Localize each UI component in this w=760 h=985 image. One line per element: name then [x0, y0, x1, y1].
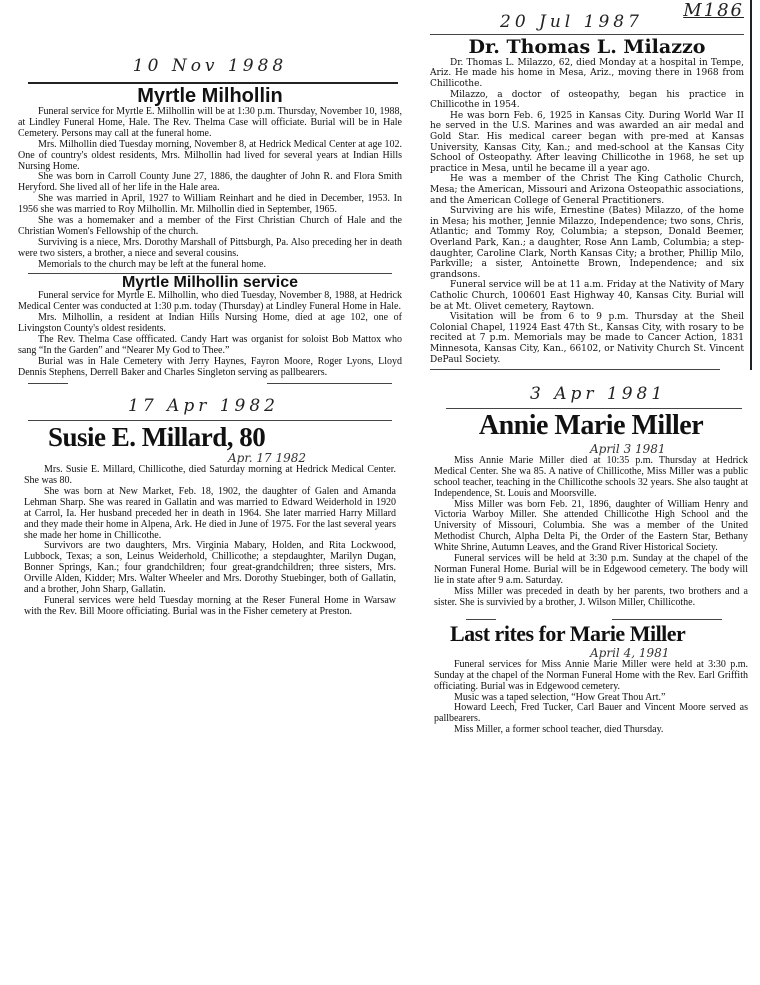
- divider: [446, 408, 742, 409]
- paragraph: Burial was in Hale Cemetery with Jerry Haynes, Fayron Moore, Roger Lyons, Lloyd Dennis Stephens, Derrell Baker and Charles Singleton serving as pallbearers.: [18, 355, 402, 378]
- paragraph: Surviving is a niece, Mrs. Dorothy Marshall of Pittsburgh, Pa. Also preceding her in death were two sisters, a brother, a niece and several cousins.: [18, 236, 402, 259]
- paragraph: Funeral service for Myrtle E. Milhollin will be at 1:30 p.m. Thursday, November 10, 1988, at Lindley Funeral Home, Hale. The Rev. Thelma Case will officiate. Burial will be in Hale Cemetery. Persons may call at the funeral home.: [18, 106, 402, 139]
- handwritten-date: Apr. 17 1982: [228, 451, 307, 466]
- obituary-body: [430, 660, 752, 736]
- divider: [28, 383, 68, 384]
- paragraph: Funeral services for Miss Annie Marie Miller were held at 3:30 p.m. Sunday at the chapel of the Norman Funeral Home with the Rev. Earl Griffith officiating. Burial was in Edgewood cemetery.: [434, 658, 748, 692]
- paragraph: Miss Miller, a former school teacher, died Thursday.: [454, 724, 664, 736]
- handwritten-date: 20 Jul 1987: [500, 12, 643, 32]
- divider: [466, 619, 496, 620]
- paragraph: Funeral services were held Tuesday morning at the Reser Funeral Home in Warsaw with the Rev. Bill Moore officiating. Burial was in the Fisher cemetery at Preston.: [24, 595, 396, 617]
- divider-row: [18, 381, 402, 384]
- clipping-header: [430, 0, 744, 34]
- paragraph: Funeral services will be held at 3:30 p.m. Sunday at the chapel of the Norman Funeral Home. Burial will be in Edgewood cemetery. The body will lie in state after 9 a.m. Saturday.: [434, 553, 748, 586]
- paragraph: Miss Miller was preceded in death by her parents, two brothers and a sister. She is survivied by a brother, J. Wilson Miller, Chillicothe.: [434, 585, 748, 608]
- paragraph: Mrs. Milhollin died Tuesday morning, November 8, at Hedrick Medical Center at age 102. One of country's oldest residents, Mrs. Milhollin had lived for several years at Indian Hills Nursing Home.: [18, 138, 402, 172]
- paragraph: He was a member of the Christ The King Catholic Church, Mesa; the American, Missouri and Arizona Osteopathic associations, and the American College of General Practitioners.: [430, 174, 744, 206]
- handwritten-date: 10 Nov 1988: [132, 56, 288, 76]
- clipping-annie-marie-miller: [430, 384, 752, 608]
- right-column: [430, 0, 752, 736]
- obituary-body: [18, 291, 402, 378]
- obituary-title: Susie E. Millard, 80: [48, 422, 266, 453]
- obituary-title: Dr. Thomas L. Milazzo: [468, 36, 706, 58]
- clipping-milhollin-service: [18, 273, 402, 385]
- paragraph: Mrs. Milhollin, a resident at Indian Hills Nursing Home, died at age 102, one of Livingston County's oldest residents.: [18, 312, 402, 334]
- divider: [612, 619, 722, 620]
- paragraph: Music was a taped selection, “How Great Thou Art.”: [454, 691, 666, 703]
- divider: [430, 369, 720, 370]
- paragraph: Miss Annie Marie Miller died at 10:35 p.m. Thursday at Hedrick Medical Center. She wa 85. A native of Chillicothe, Miss Miller was a public school teacher, teaching in the Chillicothe schools 32 years. She also taught at Independence, St. Louis and Moorsville.: [434, 454, 748, 499]
- paragraph: Survivors are two daughters, Mrs. Virginia Mabary, Holden, and Rita Lockwood, Lubbock, Texas; a son, Leinus Weiderhold, Chillicothe; a stepdaughter, Marilyn Dugan, Bonner Springs, Kan.; four grandchildren; four great-grandchildren; three sisters, Mrs. Orville Alden, Kidder; Mrs. Walter Wheeler and Mrs. Dorothy Stuebinger, both of Gallatin, and a brother, John Sharp, Gallatin.: [24, 540, 396, 596]
- paragraph: Funeral service for Myrtle E. Milhollin, who died Tuesday, November 8, 1988, at Hedrick Medical Center was conducted at 1:30 p.m. today (Thursday) at Lindley Funeral Home in Hale.: [18, 290, 402, 313]
- obituary-title: Annie Marie Miller: [478, 410, 704, 442]
- paragraph: She was born at New Market, Feb. 18, 1902, the daughter of Galen and Amanda Lehman Sharp. She was reared in Gallatin and was married to Edward Weiderhold in 1920 at Carrol, Ia. Her husband preceded her in death in 1964. She later married Harry Millard and they made their home in Alpena, Ark. He died in June of 1975. For the last several years she made her home in Chillicothe.: [24, 485, 396, 541]
- paragraph: Howard Leech, Fred Tucker, Carl Bauer and Vincent Moore served as pallbearers.: [434, 702, 748, 725]
- paragraph: The Rev. Thelma Case offficated. Candy Hart was organist for soloist Bob Mattox who sang “In the Garden” and “Nearer My God to Thee.”: [18, 333, 402, 356]
- obituary-body: [18, 107, 402, 271]
- divider: [28, 82, 398, 84]
- clipping-last-rites-marie-miller: [430, 617, 752, 737]
- left-column: [18, 0, 402, 618]
- handwritten-date: 17 Apr 1982: [128, 396, 279, 417]
- paragraph: Memorials to the church may be left at the funeral home.: [38, 258, 266, 270]
- divider: [430, 34, 744, 35]
- paragraph: She was a homemaker and a member of the First Christian Church of Hale and the Christian Women's Fellowship of the church.: [18, 215, 402, 237]
- obituary-title: Last rites for Marie Miller: [450, 620, 686, 646]
- clipping-susie-millard: [18, 396, 402, 617]
- clipping-thomas-milazzo: [430, 0, 752, 370]
- obituary-title: Myrtle Milhollin service: [121, 273, 299, 291]
- obituary-title: Myrtle Milhollin: [137, 85, 283, 107]
- obituary-body: [18, 465, 402, 618]
- obituary-body: [430, 58, 744, 365]
- paragraph: Surviving are his wife, Ernestine (Bates) Milazzo, of the home in Mesa; his mother, Jennie Milazzo, Independence; two sons, Chris, Atlantic; and Tommy Roy, Columbia; a stepson, Donald Beemer, Overland Park, Kan.; a daughter, Rose Ann Lamb, Columbia; a step-daughter, Caroline Clark, North Kansas City; a brother, Phillip Milo, Parkville; a sister, Antoinette Brown, Independence; and six grandsons.: [430, 206, 744, 280]
- paragraph: Funeral service will be at 11 a.m. Friday at the Nativity of Mary Catholic Church, 100601 East Highway 40, Kansas City. Burial will be at Mt. Olivet cemetery, Raytown.: [430, 280, 744, 312]
- handwritten-date: April 3 1981: [590, 441, 666, 456]
- handwritten-date: 3 Apr 1981: [530, 384, 667, 405]
- paragraph: Visitation will be from 6 to 9 p.m. Thursday at the Sheil Colonial Chapel, 11924 East 47th St., Kansas City, with rosary to be recited at 7 p.m. Memorials may be made to Cancer Action, 1831 Minnesota, Kansas City, Kan., 66102, or Nativity Church St. Vincent DePaul Society.: [430, 312, 744, 365]
- obituary-body: [430, 456, 752, 609]
- paragraph: Dr. Thomas L. Milazzo, 62, died Monday at a hospital in Tempe, Ariz. He made his home in Mesa, Ariz., moving there in 1968 from Chillicothe.: [430, 57, 744, 90]
- handwritten-date: April 4, 1981: [590, 645, 670, 660]
- divider: [267, 383, 392, 384]
- divider: [28, 420, 392, 421]
- clipping-myrtle-milhollin: [18, 0, 402, 271]
- paragraph: Miss Miller was born Feb. 21, 1896, daughter of William Henry and Victoria Warboy Miller. She attended Chillicothe High School and the University of Missouri, Columbia. She was a member of the United Methodist Church, Alpha Delta Pi, the Order of the Eastern Star, Bethany White Shrine, Autumn Leaves, and the Grand River Historical Society.: [434, 498, 748, 554]
- archive-code: M186: [683, 0, 744, 21]
- paragraph: Mrs. Susie E. Millard, Chillicothe, died Saturday morning at Hedrick Medical Center. She was 80.: [24, 464, 396, 487]
- paragraph: Milazzo, a doctor of osteopathy, began his practice in Chillicothe in 1954.: [430, 89, 744, 111]
- paragraph: She was born in Carroll County June 27, 1886, the daughter of John R. and Flora Smith Heryford. She lived all of her life in the Hale area.: [18, 171, 402, 194]
- paragraph: She was married in April, 1927 to William Reinhart and he died in December, 1953. In 1956 she was married to Roy Milhollin. Mr. Milhollin died in September, 1965.: [18, 193, 402, 216]
- paragraph: He was born Feb. 6, 1925 in Kansas City. During World War II he served in the U.S. Marines and was awarded an air medal and Gold Star. His medical career began with pre-med at Kansas University, Kansas City, Kan.; and med-school at the Kansas City School of Osteopathy. After leaving Chillicothe in 1968, he set up practice in Mesa, until he became ill a year ago.: [430, 110, 744, 174]
